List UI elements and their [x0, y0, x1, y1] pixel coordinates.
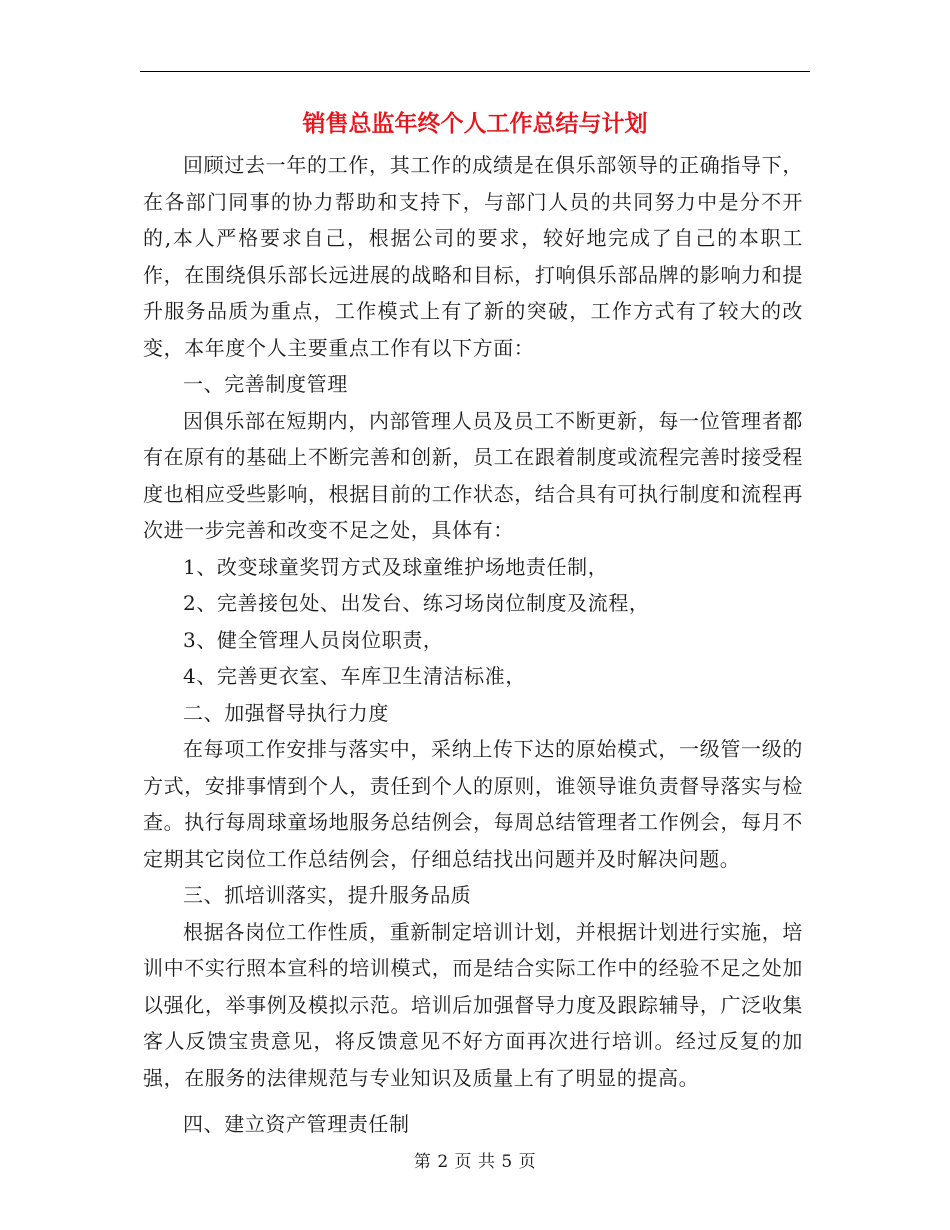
- section-heading-4: 四、建立资产管理责任制: [183, 1112, 410, 1136]
- section-heading-2: 二、加强督导执行力度: [183, 700, 389, 725]
- list-item: 4、完善更衣室、车库卫生清洁标准，: [183, 664, 526, 688]
- list-item: 1、改变球童奖罚方式及球童维护场地责任制，: [183, 554, 609, 579]
- document-body: [143, 147, 803, 1143]
- list-item: 3、健全管理人员岗位职责，: [183, 627, 444, 652]
- section-heading-1: 一、完善制度管理: [183, 372, 348, 396]
- page-number: 第 2 页 共 5 页: [413, 1152, 537, 1172]
- paragraph-section-1: 因俱乐部在短期内，内部管理人员及员工不断更新，每一位管理者都有在原有的基础上不断完善和创新，员工在跟着制度或流程完善时接受程度也相应受些影响，根据目前的工作状态，结合具有可执行制度和流程再次进一步完善和改变不足之处，具体有：: [143, 408, 803, 542]
- paragraph-section-2: 在每项工作安排与落实中，采纳上传下达的原始模式，一级管一级的方式，安排事情到个人，责任到个人的原则，谁领导谁负责督导落实与检查。执行每周球童场地服务总结例会，每周总结管理者工作例会，每月不定期其它岗位工作总结例会，仔细总结找出问题并及时解决问题。: [143, 737, 803, 871]
- paragraph-intro: 回顾过去一年的工作，其工作的成绩是在俱乐部领导的正确指导下，在各部门同事的协力帮助和支持下，与部门人员的共同努力中是分不开的,本人严格要求自己，根据公司的要求，较好地完成了自己的本职工作，在围绕俱乐部长远进展的战略和目标，打响俱乐部品牌的影响力和提升服务品质为重点，工作模式上有了新的突破，工作方式有了较大的改变，本年度个人主要重点工作有以下方面：: [143, 153, 803, 360]
- list-item: 2、完善接包处、出发台、练习场岗位制度及流程，: [183, 591, 650, 615]
- header-rule: [140, 71, 810, 72]
- section-heading-3: 三、抓培训落实，提升服务品质: [183, 883, 472, 907]
- document-title: 销售总监年终个人工作总结与计划: [302, 111, 648, 137]
- paragraph-section-3: 根据各岗位工作性质，重新制定培训计划，并根据计划进行实施，培训中不实行照本宣科的培训模式，而是结合实际工作中的经验不足之处加以强化，举事例及模拟示范。培训后加强督导力度及跟踪辅导，广泛收集客人反馈宝贵意见，将反馈意见不好方面再次进行培训。经过反复的加强，在服务的法律规范与专业知识及质量上有了明显的提高。: [143, 919, 803, 1090]
